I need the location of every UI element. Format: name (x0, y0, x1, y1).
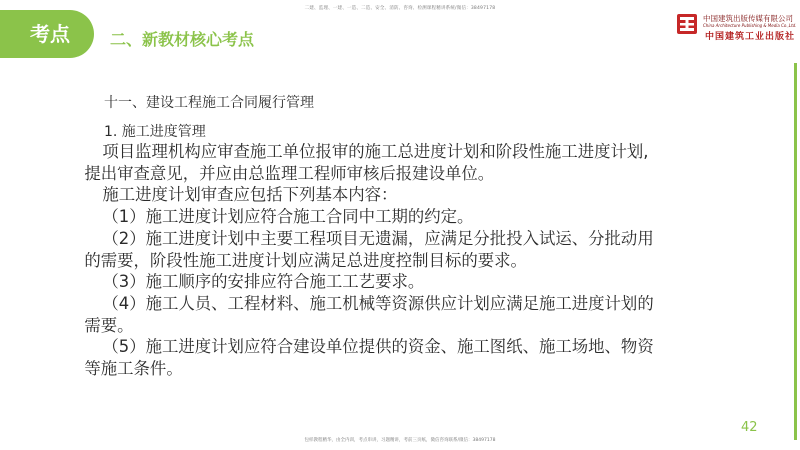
publisher-name-cn: 中国建筑出版传媒有限公司 (703, 14, 793, 23)
body-line: 等施工条件。 (84, 359, 183, 379)
right-accent-bar (794, 63, 797, 440)
kaodian-badge (0, 10, 94, 58)
publisher-emblem-icon (676, 13, 698, 35)
body-line: 项目监理机构应审查施工单位报审的施工总进度计划和阶段性施工进度计划, (102, 142, 649, 161)
content-body (86, 141, 758, 380)
page-number: 42 (741, 420, 758, 435)
section-title: 二、新教材核心考点 (110, 30, 255, 49)
publisher-calligraphy: 中国建筑工业出版社 (705, 32, 796, 42)
body-line: （1）施工进度计划应符合施工合同中工期的约定。 (102, 207, 474, 227)
body-line: 施工进度计划审查应包括下列基本内容： (102, 185, 398, 205)
content-subheading: 1. 施工进度管理 (104, 124, 206, 140)
content-heading: 十一、建设工程施工合同履行管理 (104, 95, 314, 111)
body-line: （4）施工人员、工程材料、施工机械等资源供应计划应满足施工进度计划的 (102, 293, 654, 313)
body-line: （5）施工进度计划应符合建设单位提供的资金、施工图纸、施工场地、物资 (102, 337, 654, 357)
badge-label: 考点 (30, 22, 70, 46)
bottom-watermark: 包样教程精华，由全内训，考点串讲，习题精讲，考前三页纸，微信咨询联系/微信：38497178 (304, 438, 496, 443)
publisher-logo (674, 12, 796, 40)
body-line: 提出审查意见，并应由总监理工程师审核后报建设单位。 (84, 163, 495, 183)
body-line: 需要。 (84, 315, 134, 335)
body-line: （2）施工进度计划中主要工程项目无遗漏，应满足分批投入试运、分批动用 (102, 228, 654, 248)
publisher-name-en: China Architecture Publishing & Media Co.,Ltd. (703, 23, 797, 28)
body-line: （3）施工顺序的安排应符合施工工艺要求。 (102, 272, 425, 292)
body-line: 的需要，阶段性施工进度计划应满足总进度控制目标的要求。 (84, 250, 527, 270)
top-watermark: 二建、监理、一建、一造、二造、安全、消防、咨询、检测课程精讲系统/微信：38497178 (304, 6, 496, 11)
